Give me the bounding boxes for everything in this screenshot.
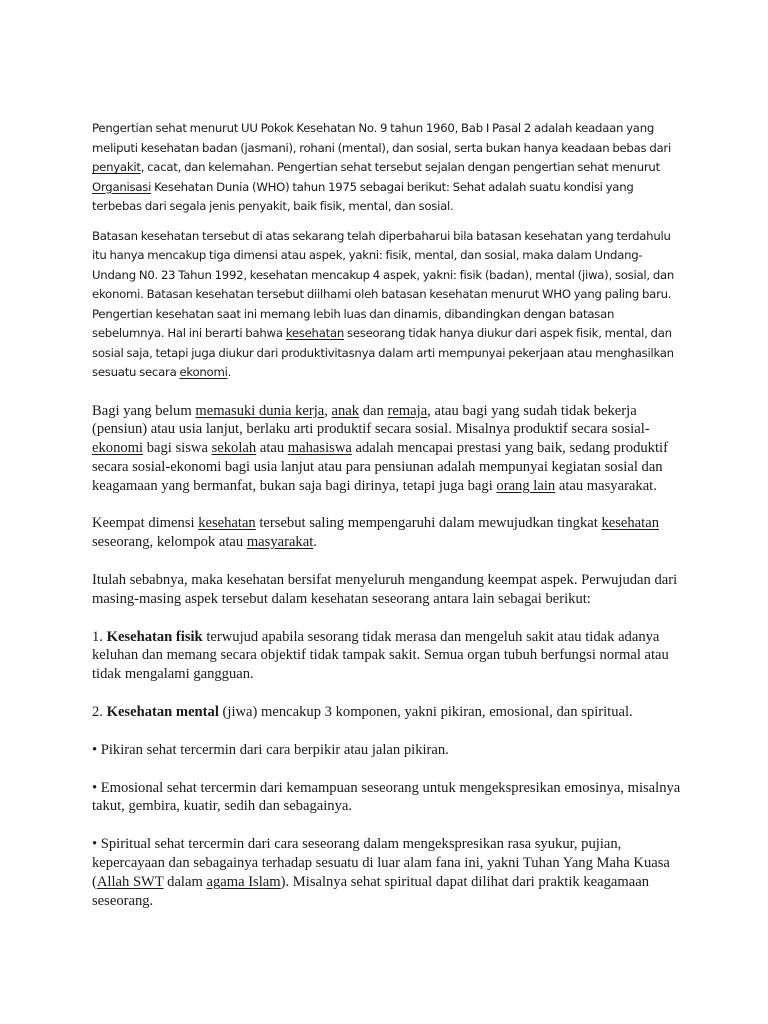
paragraph-produktif: Bagi yang belum memasuki dunia kerja, anak dan remaja, atau bagi yang sudah tidak bekerja (pensiun) atau usia lanjut, berlaku arti produktif secara sosial. Misalnya produktif secara sosial-ekonomi bagi siswa sekolah atau mahasiswa adalah mencapai prestasi yang baik, sedang produktif secara sosial-ekonomi bagi usia lanjut atau para pensiunan adalah mempunyai kegiatan sosial dan keagamaan yang bermanfat, bukan saja bagi dirinya, tetapi juga bagi orang lain atau masyarakat. [92,402,668,494]
link-mahasiswa[interactable]: mahasiswa [287,440,352,457]
link-organisasi[interactable]: Organisasi [92,179,152,194]
link-memasuki-dunia-kerja[interactable]: memasuki dunia kerja [195,402,325,419]
link-masyarakat[interactable]: masyarakat [246,534,314,551]
paragraph-definition: Pengertian sehat menurut UU Pokok Kesehatan No. 9 tahun 1960, Bab I Pasal 2 adalah keadaan yang meliputi kesehatan badan (jasmani), rohani (mental), dan sosial, serta bukan hanya keadaan bebas dari penyakit, cacat, dan kelemahan. Pengertian sehat tersebut sejalan dengan pengertian sehat menurut Organisasi Kesehatan Dunia (WHO) tahun 1975 sebagai berikut: Sehat adalah suatu kondisi yang terbebas dari segala jenis penyakit, baik fisik, mental, dan sosial. [92,121,671,213]
bullet-emosional: • Emosional sehat tercermin dari kemampuan seseorang untuk mengekspresikan emosinya, misalnya takut, gembira, kuatir, sedih dan sebagainya. [92,779,681,815]
link-sekolah[interactable]: sekolah [211,440,257,457]
link-penyakit[interactable]: penyakit [92,160,141,174]
list-item-kesehatan-fisik: 1. Kesehatan fisik terwujud apabila sesorang tidak merasa dan mengeluh sakit atau tidak adanya keluhan dan memang secara objektif tidak tampak sakit. Semua organ tubuh berfungsi normal atau tidak mengalami gangguan. [92,628,669,683]
bullet-spiritual: • Spiritual sehat tercermin dari cara seseorang dalam mengekspresikan rasa syukur, pujian, kepercayaan dan sebagainya terhadap sesuatu di luar alam fana ini, yakni Tuhan Yang Maha Kuasa (Allah SWT dalam agama Islam). Misalnya sehat spiritual dapat dilihat dari praktik keagamaan seseorang. [92,836,670,909]
link-orang-lain[interactable]: orang lain [496,477,556,494]
link-ekonomi-2[interactable]: ekonomi [92,440,144,457]
law-reference: Pengertian sehat menurut UU Pokok Kesehatan No. 9 tahun 1960 [92,121,455,135]
document-page [92,119,684,910]
link-kesehatan-3[interactable]: kesehatan [601,515,659,532]
link-ekonomi[interactable]: ekonomi [179,365,228,379]
link-kesehatan[interactable]: kesehatan [285,326,345,340]
link-kesehatan-2[interactable]: kesehatan [198,515,256,532]
paragraph-itulah: Itulah sebabnya, maka kesehatan bersifat menyeluruh mengandung keempat aspek. Perwujudan dari masing-masing aspek tersebut dalam kesehatan seseorang antara lain sebagai berikut: [92,572,678,607]
paragraph-keempat-dimensi: Keempat dimensi kesehatan tersebut saling mempengaruhi dalam mewujudkan tingkat kesehatan seseorang, kelompok atau masyarakat. [92,515,659,551]
bullet-pikiran: • Pikiran sehat tercermin dari cara berpikir atau jalan pikiran. [92,741,449,758]
link-allah-swt[interactable]: Allah SWT [96,873,164,890]
link-anak[interactable]: anak [331,402,360,419]
term-kesehatan-mental: Kesehatan mental [106,704,219,721]
link-agama-islam[interactable]: agama Islam [206,873,281,890]
list-item-kesehatan-mental: 2. Kesehatan mental (jiwa) mencakup 3 komponen, yakni pikiran, emosional, dan spiritual. [92,704,633,721]
link-remaja[interactable]: remaja [387,402,428,419]
paragraph-batasan: Batasan kesehatan tersebut di atas sekarang telah diperbaharui bila batasan kesehatan yang terdahulu itu hanya mencakup tiga dimensi atau aspek, yakni: fisik, mental, dan sosial, maka dalam Undang-Undang N0. 23 Tahun 1992, kesehatan mencakup 4 aspek, yakni: fisik (badan), mental (jiwa), sosial, dan ekonomi. Batasan kesehatan tersebut diilhami oleh batasan kesehatan menurut WHO yang paling baru. Pengertian kesehatan saat ini memang lebih luas dan dinamis, dibandingkan dengan batasan sebelumnya. Hal ini berarti bahwa kesehatan seseorang tidak hanya diukur dari aspek fisik, mental, dan sosial saja, tetapi juga diukur dari produktivitasnya dalam arti mempunyai pekerjaan atau menghasilkan sesuatu secara ekonomi. [92,228,675,379]
term-kesehatan-fisik: Kesehatan fisik [106,628,203,645]
